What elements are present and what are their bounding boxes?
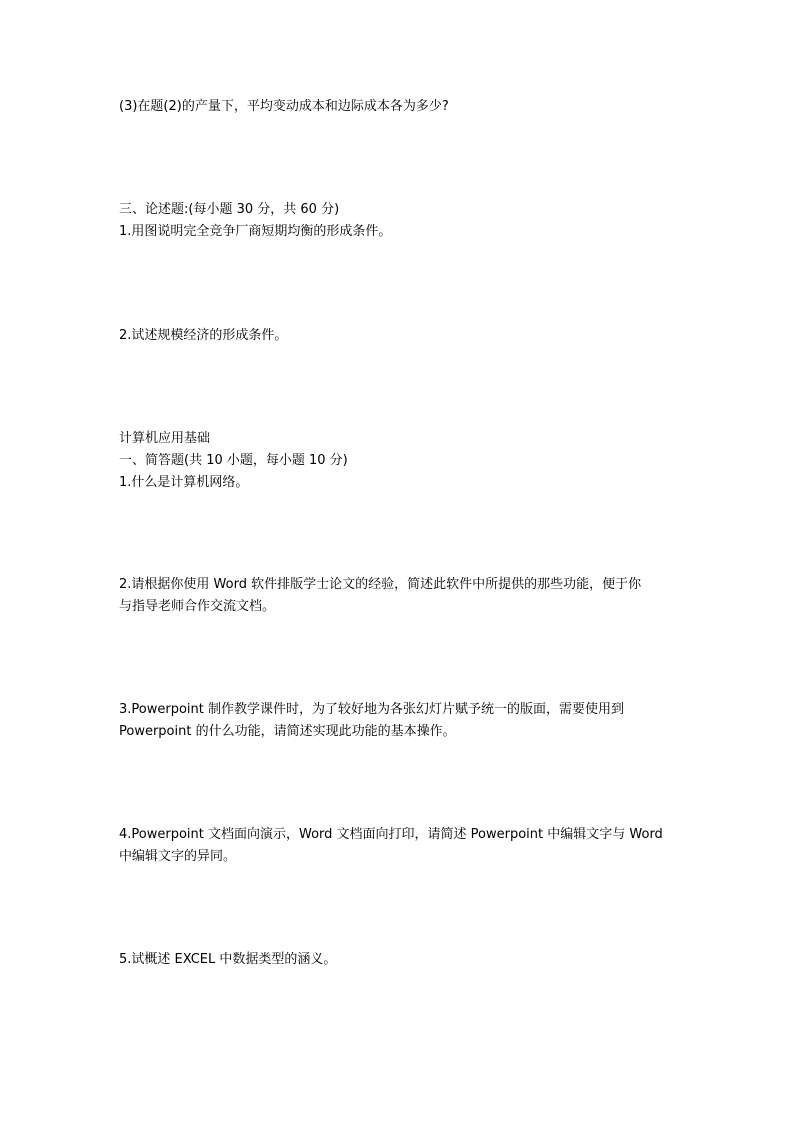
- computer-question-3-line-1: 3.Powerpoint 制作教学课件时，为了较好地为各张幻灯片赋予统一的版面，需要使用到: [119, 702, 624, 717]
- essay-section-heading: 三、论述题:(每小题 30 分，共 60 分): [119, 202, 340, 217]
- computer-question-3-line-2: Powerpoint 的什么功能，请简述实现此功能的基本操作。: [119, 724, 456, 739]
- question-3-part-3: (3)在题(2)的产量下，平均变动成本和边际成本各为多少?: [119, 99, 449, 114]
- computer-question-5: 5.试概述 EXCEL 中数据类型的涵义。: [119, 952, 337, 967]
- computer-question-4-line-1: 4.Powerpoint 文档面向演示，Word 文档面向打印，请简述 Powerpoint 中编辑文字与 Word: [119, 827, 663, 842]
- computer-question-4-line-2: 中编辑文字的异同。: [119, 849, 237, 864]
- computer-question-2-line-1: 2.请根据你使用 Word 软件排版学士论文的经验，简述此软件中所提供的那些功能，便于你: [119, 577, 642, 592]
- computer-question-1: 1.什么是计算机网络。: [119, 475, 249, 490]
- short-answer-heading: 一、简答题(共 10 小题，每小题 10 分): [119, 453, 348, 468]
- essay-question-1: 1.用图说明完全竞争厂商短期均衡的形成条件。: [119, 224, 392, 239]
- essay-question-2: 2.试述规模经济的形成条件。: [119, 328, 288, 343]
- subject-title: 计算机应用基础: [119, 431, 211, 446]
- computer-question-2-line-2: 与指导老师合作交流文档。: [119, 599, 276, 614]
